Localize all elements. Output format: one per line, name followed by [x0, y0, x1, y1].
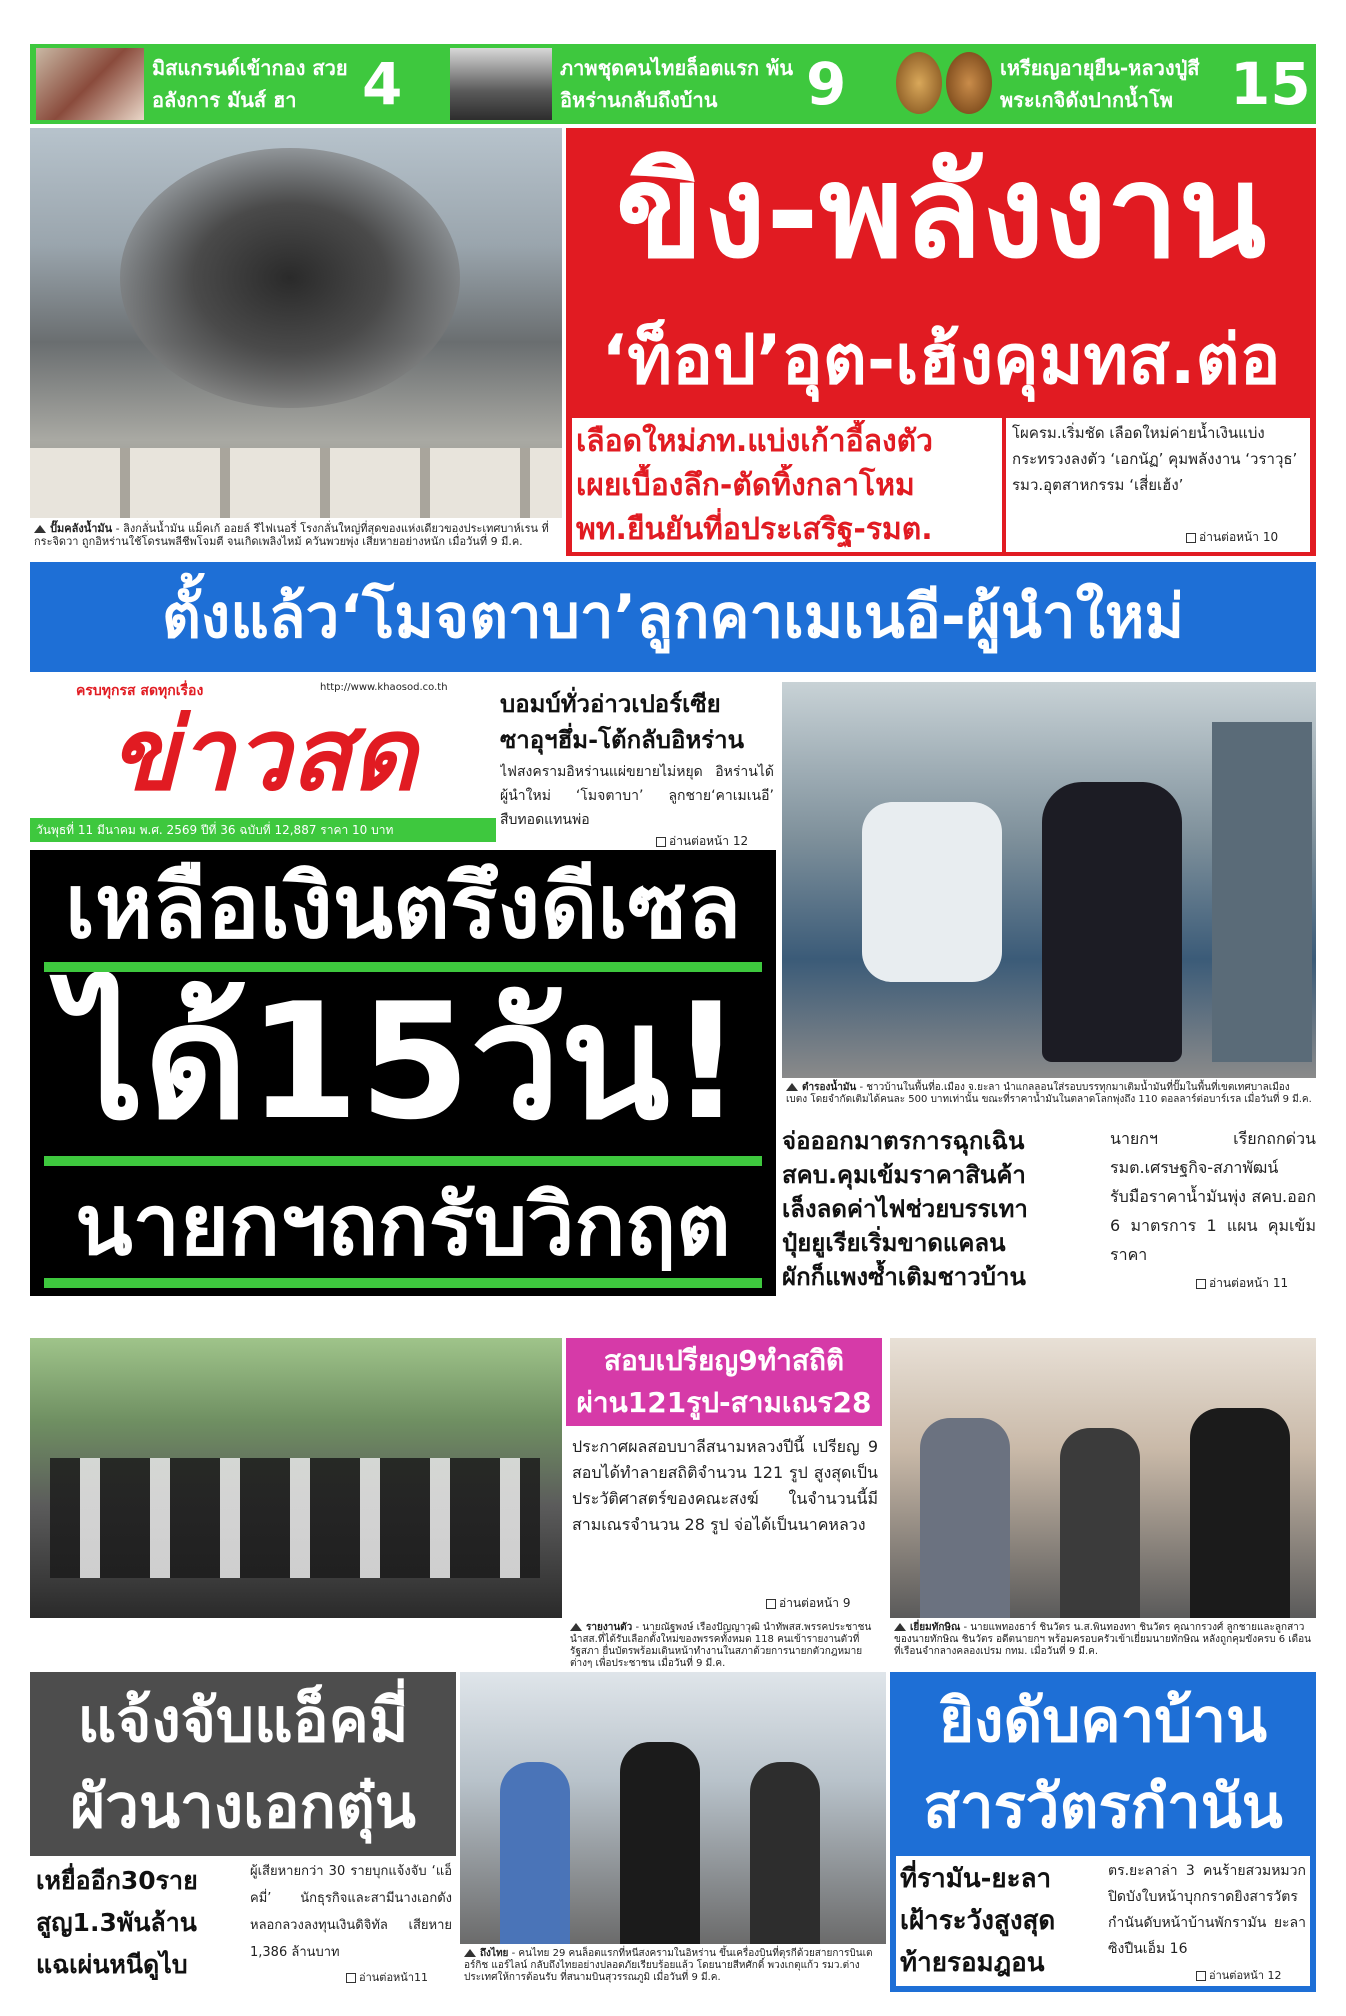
top-story-subline: เผยเบื้องลึก-ตัดทิ้งกลาโหม: [576, 468, 915, 503]
returnees-photo: [460, 1672, 886, 1944]
visitor-figure: [1060, 1428, 1140, 1618]
teaser-text: เหรียญอายุยืน-หลวงปู่สี พระเกจิดังปากน้ำโพ: [1000, 56, 1200, 112]
main-subline: ปุ๋ยยูเรียเริ่มขาดแคลน: [782, 1229, 1006, 1257]
continue-square-icon: [1196, 1279, 1206, 1289]
scam-body: ผู้เสียหายกว่า 30 รายบุกแจ้งจับ ‘แอ็คมี่’ นักธุรกิจและสามีนางเอกดัง หลอกลวงลงทุนเงินดิจิทัล เสียหาย 1,386 ล้านบาท: [250, 1864, 452, 1960]
masthead-dateline: [30, 818, 496, 842]
banner-headline: ตั้งแล้ว‘โมจตาบา’ลูกคาเมเนอี-ผู้นำใหม่: [161, 582, 1185, 652]
pali-body: ประกาศผลสอบบาลีสนามหลวงปีนี้ เปรียญ 9 สอบได้ทำลายสถิติจำนวน 121 รูป สูงสุดเป็นประวัติศาสตร์ของคณะสงฆ์ ในจำนวนนี้มีสามเณรจำนวน 28 รูป จ่อได้เป็นนาคหลวง: [572, 1437, 878, 1534]
continue-square-icon: [346, 1973, 356, 1983]
caption-arrow-icon: [786, 1083, 798, 1091]
amulet-icon: [946, 52, 992, 114]
teaser-page-number: 9: [806, 50, 847, 118]
refinery-photo-caption: ปั๊มคลังน้ำมัน - ลิงกลั่นน้ำมัน แม็คเก้ ออยล์ รีไฟเนอรี่ โรงกลั่นใหญ่ที่สุดของแห่งเดียวของประเทศบาห์เรน ที่กระจิดวา ถูกอิหร่านใช้โดรนพลีชีพโจมตี จนเกิดเพลิงไหม้ ควันพวยพุ่ง เสียหายอย่างหนัก เมื่อวันที่ 9 มี.ค.: [34, 522, 549, 548]
caption-arrow-icon: [464, 1949, 476, 1957]
main-headline-underline: [44, 1156, 762, 1166]
thaksin-visit-photo: [890, 1338, 1316, 1618]
caption-arrow-icon: [34, 525, 46, 533]
main-headline-line-3: นายกฯถกรับวิกฤต: [75, 1176, 731, 1274]
shoot-headline-1: ยิงดับคาบ้าน: [938, 1686, 1268, 1756]
pali-continue[interactable]: อ่านต่อหน้า 9: [766, 1594, 882, 1612]
shoot-headline-2: สารวัตรกำนัน: [923, 1772, 1283, 1842]
fuel-station-photo: [782, 682, 1316, 1078]
main-story-sublines: [782, 1124, 1106, 1296]
shoot-body: ตร.ยะลาล่า 3 คนร้ายสวมหมวกปิดบังใบหน้าบุกกราดยิงสารวัตรกำนันดับหน้าบ้านพักรามัน ยะลา ซิงปืนเอ็ม 16: [1108, 1863, 1306, 1957]
top-story-subline: เลือดใหม่ภท.แบ่งเก้าอี้ลงตัว: [576, 424, 933, 459]
scam-story-box: [30, 1672, 456, 1992]
main-subline: สคบ.คุมเข้มราคาสินค้า: [782, 1161, 1026, 1189]
main-headline-line-2: ได้15วัน!: [63, 972, 743, 1152]
teaser-thumb-returnees: [450, 48, 552, 120]
gulf-body: ไฟสงครามอิหร่านแผ่ขยายไม่หยุด อิหร่านได้ผู้นำใหม่ ‘โมจตาบา’ ลูกชาย‘คาเมเนอี’ สืบทอดแทนพ่อ: [500, 764, 774, 828]
masthead-url[interactable]: http://www.khaosod.co.th: [320, 682, 448, 693]
main-subline: ผักก็แพงซ้ำเติมชาวบ้าน: [782, 1263, 1026, 1291]
scam-continue[interactable]: อ่านต่อหน้า11: [346, 1968, 452, 1986]
fuel-photo-caption: ตำรองน้ำมัน - ชาวบ้านในพื้นที่อ.เมือง จ.ยะลา นำแกลลอนใส่รอบบรรทุกมาเติมน้ำมันที่ปั๊มในพื้นที่เขตเทศบาลเมือง เบตง โดยจำกัดเติมได้คนละ 500 บาทเท่านั้น ขณะที่ราคาน้ำมันในตลาดโลกพุ่งถึง 110 ดอลลาร์ต่อบาร์เรล เมื่อวันที่ 9 มี.ค.: [786, 1082, 1312, 1105]
main-subline: จ่อออกมาตรการฉุกเฉิน: [782, 1127, 1025, 1155]
teaser-item-3[interactable]: [892, 48, 1312, 120]
pali-story: [566, 1338, 882, 1618]
teaser-thumb-missgrand: [36, 48, 144, 120]
crowd-shirts: [50, 1458, 540, 1578]
gulf-headline-1: บอมบ์ทั่วอ่าวเปอร์เซีย: [500, 690, 721, 718]
scam-headline-2: ผัวนางเอกตุ๋น: [70, 1772, 416, 1842]
amulet-icon: [896, 52, 942, 114]
storage-tanks: [30, 448, 562, 518]
caption-arrow-icon: [894, 1623, 906, 1631]
thaksin-photo-caption: เยี่ยมทักษิณ - นายแพทองธาร์ ชินวัตร น.ส.พินทองทา ชินวัตร คุณากรวงศ์ ลูกชายและลูกสาวของนายทักษิณ ชินวัตร อดีตนายกฯ พร้อมครอบครัวเข้าเยี่ยมนายทักษิณ หลังถูกคุมขังครบ 6 เดือน ที่เรือนจำกลางคลองเปรม กทม. เมื่อวันที่ 9 มี.ค.: [894, 1622, 1312, 1657]
returnee-figure: [620, 1742, 700, 1944]
shoot-continue[interactable]: อ่านต่อหน้า 12: [1196, 1966, 1308, 1984]
teaser-text: ภาพชุดคนไทยล็อตแรก พ้นอิหร่านกลับถึงบ้าน: [560, 56, 793, 112]
shoot-subline: เฝ้าระวังสูงสุด: [900, 1906, 1056, 1936]
fuel-jug: [862, 802, 1002, 982]
continue-square-icon: [1186, 533, 1196, 543]
main-story-continue[interactable]: อ่านต่อหน้า 11: [1196, 1274, 1316, 1292]
visitor-figure: [1190, 1408, 1290, 1618]
pali-headline-box: [566, 1338, 882, 1426]
scam-subline: สูญ1.3พันล้าน: [36, 1908, 197, 1937]
gulf-story: [500, 686, 774, 850]
teaser-text: มิสแกรนด์เข้ากอง สวยอลังการ มันส์ ฮา: [152, 56, 348, 112]
teaser-page-number: 4: [362, 50, 403, 118]
masthead-slogan: ครบทุกรส สดทุกเรื่อง: [76, 683, 204, 699]
top-story-box: [566, 128, 1316, 556]
mps-report-photo: [30, 1338, 562, 1618]
main-story-body: นายกฯ เรียกถกด่วน รมต.เศรษฐกิจ-สภาพัฒน์รับมือราคาน้ำมันพุ่ง สคบ.ออก 6 มาตรการ 1 แผน คุมเข้มราคา: [1110, 1129, 1316, 1264]
scam-headline-1: แจ้งจับแอ็คมี่: [77, 1686, 409, 1756]
scam-subline: เหยื่ออีก30ราย: [36, 1866, 198, 1895]
pali-headline-1: สอบเปรียญ9ทำสถิติ: [603, 1344, 845, 1377]
shoot-subline: ที่รามัน-ยะลา: [900, 1864, 1052, 1894]
shoot-subline: ท้ายรอมฎอน: [900, 1948, 1045, 1978]
main-headline-line-1: เหลือเงินตรึงดีเซล: [64, 855, 742, 958]
returnee-figure: [500, 1762, 570, 1944]
teaser-item-2[interactable]: [450, 48, 870, 120]
refinery-fire-photo: [30, 128, 562, 518]
main-subline: เล็งลดค่าไฟช่วยบรรเทา: [782, 1195, 1028, 1223]
smoke-plume: [120, 148, 460, 408]
teaser-page-number: 15: [1230, 50, 1311, 118]
banner: [30, 562, 1316, 672]
masthead: [30, 680, 496, 844]
top-story-subhead: ‘ท็อป’อุต-เฮ้งคุมทส.ต่อ: [601, 321, 1281, 400]
masthead-logo: ข่าวสด: [109, 696, 417, 813]
main-headline-underline: [44, 1278, 762, 1288]
main-headline-underline: [44, 962, 762, 972]
top-story-continue[interactable]: อ่านต่อหน้า 10: [1186, 528, 1310, 548]
scam-subline: แฉเผ่นหนีดูไบ: [36, 1950, 188, 1979]
shoot-story-box: [890, 1672, 1316, 1992]
gulf-continue[interactable]: อ่านต่อหน้า 12: [656, 832, 774, 850]
pali-headline-2: ผ่าน121รูป-สามเณร28: [576, 1386, 872, 1419]
top-story-headline: ขิง-พลังงาน: [615, 138, 1267, 287]
top-story-subline: พท.ยืนยันที่อประเสริฐ-รมต.: [576, 512, 933, 547]
top-story-body: โผครม.เริ่มชัด เลือดใหม่ค่ายน้ำเงินแบ่งกระทรวงลงตัว ‘เอกนัฏ’ คุมพลังงาน ‘วราวุธ’ รมว.อุตสาหกรรม ‘เสี่ยเฮ้ง’: [1012, 424, 1298, 494]
fuel-person: [1042, 782, 1182, 1062]
teaser-item-1[interactable]: [36, 48, 446, 120]
dateline-text: วันพุธที่ 11 มีนาคม พ.ศ. 2569 ปีที่ 36 ฉบับที่ 12,887 ราคา 10 บาท: [36, 823, 394, 837]
gulf-headline-2: ซาอุฯฮึ่ม-โต้กลับอิหร่าน: [500, 726, 745, 754]
continue-square-icon: [656, 837, 666, 847]
returnees-photo-caption: ถึงไทย - คนไทย 29 คนล็อตแรกที่หนีสงครามในอิหร่าน ขึ้นเครื่องบินที่ตุรกีด้วยสายการบินเตอร์กิช แอร์ไลน์ กลับถึงไทยอย่างปลอดภัยเรียบร้อยแล้ว โดยนายสีหศักดิ์ พวงเกตุแก้ว รมว.ต่างประเทศให้การต้อนรับ ที่สนามบินสุวรรณภูมิ เมื่อวันที่ 9 มี.ค.: [464, 1948, 873, 1983]
visitor-figure: [920, 1418, 1010, 1618]
continue-square-icon: [766, 1599, 776, 1609]
returnee-figure: [750, 1762, 820, 1944]
mps-photo-caption: รายงานตัว - นายณัฐพงษ์ เรืองปัญญาวุฒิ นำทัพสส.พรรคประชาชน นำสส.ที่ได้รับเลือกตั้งใหม่ของพรรคทั้งหมด 118 คนเข้ารายงานตัวที่รัฐสภา ยื่นบัตรพร้อมเดินหน้าทำงานในสภาด้วยการนายกตัวกฎหมายต่างๆ เพื่อประชาชน เมื่อวันที่ 9 มี.ค.: [570, 1622, 872, 1669]
main-story-box: [30, 850, 776, 1296]
continue-square-icon: [1196, 1971, 1206, 1981]
caption-arrow-icon: [570, 1623, 582, 1631]
fuel-pump: [1212, 722, 1312, 1062]
